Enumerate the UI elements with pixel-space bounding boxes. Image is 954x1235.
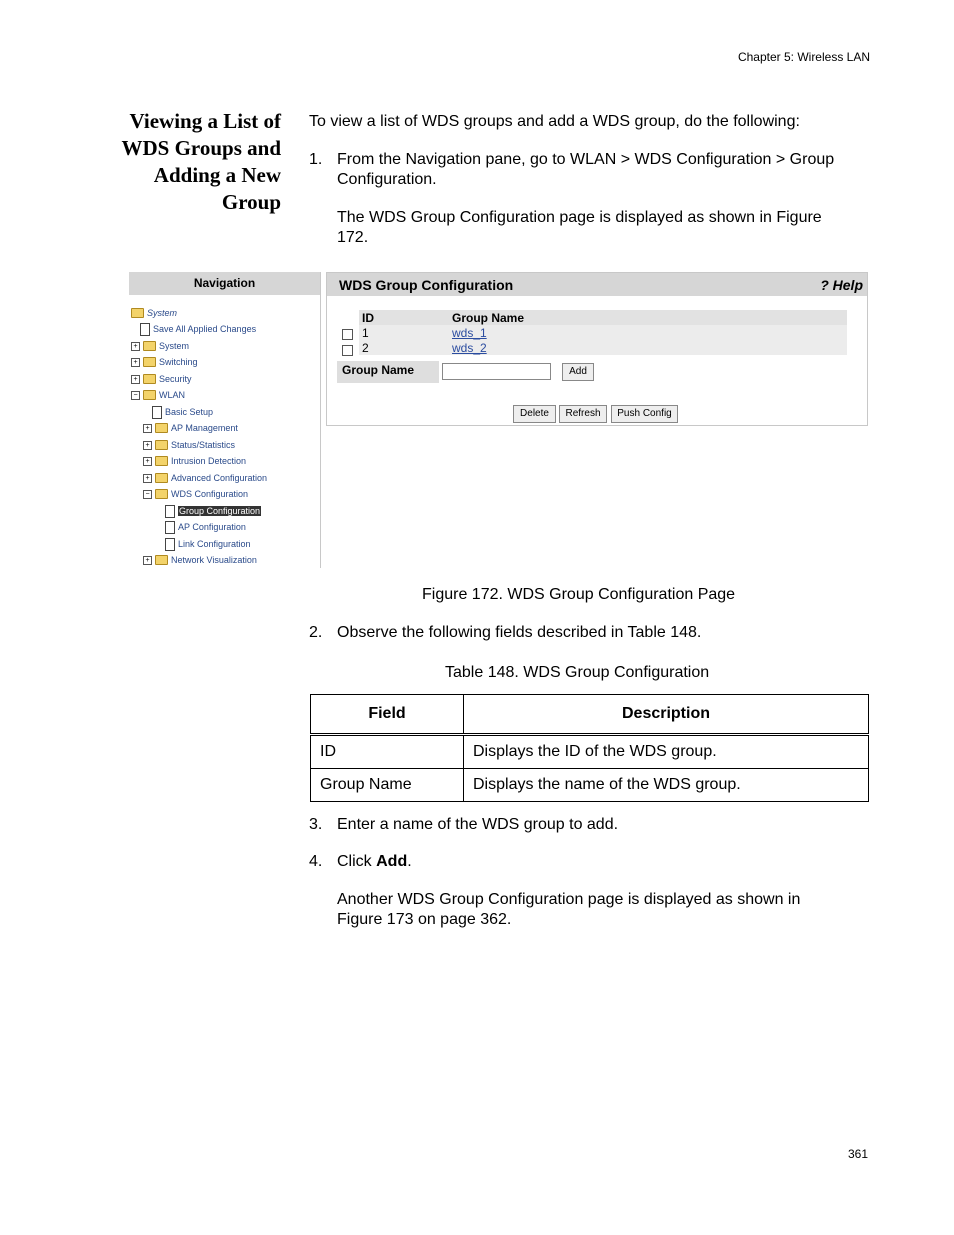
step-4 <box>309 852 412 872</box>
delete-button[interactable]: Delete <box>513 405 556 423</box>
expand-icon[interactable]: + <box>131 358 140 367</box>
step-number: 3. <box>309 816 323 833</box>
folder-open-icon <box>143 390 156 400</box>
table-cell: Displays the ID of the WDS group. <box>464 735 869 769</box>
collapse-icon[interactable]: − <box>131 391 140 400</box>
table-header: Field <box>311 695 464 735</box>
main-title: WDS Group Configuration <box>339 276 514 293</box>
section-heading-line: Viewing a List of <box>129 109 281 133</box>
section-heading-line: WDS Groups and <box>121 136 281 160</box>
page-icon <box>165 505 175 518</box>
step-1 <box>309 150 869 190</box>
tree-item-system[interactable]: + System <box>131 338 189 354</box>
tree-item-link-configuration[interactable]: Link Configuration <box>165 536 251 552</box>
column-group-name: Group Name <box>452 310 525 325</box>
folder-open-icon <box>155 489 168 499</box>
tree-item-advanced-configuration[interactable]: + Advanced Configuration <box>143 470 267 486</box>
main-header <box>327 273 867 296</box>
add-button[interactable]: Add <box>562 363 594 381</box>
push-config-button[interactable]: Push Config <box>611 405 678 423</box>
folder-icon <box>155 473 168 483</box>
tree-item-wlan[interactable]: − WLAN <box>131 387 185 403</box>
table-cell: ID <box>311 735 464 769</box>
tree-item-wds-configuration[interactable]: − WDS Configuration <box>143 486 248 502</box>
section-heading-line: Group <box>221 190 281 214</box>
tree-item-system-root[interactable]: System <box>131 305 177 321</box>
chapter-header: Chapter 5: Wireless LAN <box>737 50 870 64</box>
tree-item-status-statistics[interactable]: + Status/Statistics <box>143 437 235 453</box>
intro-text: To view a list of WDS groups and add a WDS group, do the following: <box>309 113 800 130</box>
step-3 <box>309 815 618 835</box>
tree-item-network-visualization[interactable]: + Network Visualization <box>143 552 257 568</box>
step-note: The WDS Group Configuration page is displayed as shown in Figure 172. <box>337 209 822 246</box>
tree-item-ap-management[interactable]: + AP Management <box>143 420 238 436</box>
navigation-title: Navigation <box>129 272 320 295</box>
figure-screenshot <box>129 272 867 569</box>
page-icon <box>152 406 162 419</box>
table-cell: Group Name <box>311 769 464 802</box>
page-number: 361 <box>847 1147 868 1161</box>
tree-item-save[interactable]: Save All Applied Changes <box>140 321 256 337</box>
expand-icon[interactable]: + <box>143 457 152 466</box>
step-text: Click Add. <box>337 853 412 870</box>
step-number: 4. <box>309 853 323 870</box>
expand-icon[interactable]: + <box>143 441 152 450</box>
folder-icon <box>143 357 156 367</box>
main-pane <box>326 272 868 426</box>
tree-item-basic-setup[interactable]: Basic Setup <box>152 404 213 420</box>
step-2 <box>309 623 701 643</box>
section-heading <box>100 108 281 216</box>
folder-icon <box>131 308 144 318</box>
table-row <box>311 769 869 802</box>
step-text: Enter a name of the WDS group to add. <box>337 816 619 833</box>
table-header: Description <box>464 695 869 735</box>
table-row <box>311 735 869 769</box>
field-table <box>310 694 869 802</box>
folder-icon <box>155 423 168 433</box>
group-id: 1 <box>362 325 369 340</box>
expand-icon[interactable]: + <box>131 342 140 351</box>
tree-item-ap-configuration[interactable]: AP Configuration <box>165 519 246 535</box>
group-name-input[interactable] <box>442 363 551 380</box>
expand-icon[interactable]: + <box>143 424 152 433</box>
tree-item-group-configuration[interactable]: Group Configuration <box>165 503 261 519</box>
group-row <box>359 340 847 355</box>
expand-icon[interactable]: + <box>131 375 140 384</box>
step-number: 1. <box>309 151 323 168</box>
step-number: 2. <box>309 624 323 641</box>
group-list-header <box>359 310 847 325</box>
add-keyword: Add <box>376 853 408 870</box>
expand-icon[interactable]: + <box>143 556 152 565</box>
row-checkbox[interactable] <box>342 329 353 340</box>
folder-icon <box>155 456 168 466</box>
tree-item-security[interactable]: + Security <box>131 371 192 387</box>
row-checkbox[interactable] <box>342 345 353 356</box>
group-name-link[interactable]: wds_1 <box>452 325 487 340</box>
tree-item-switching[interactable]: + Switching <box>131 354 198 370</box>
step-text: Observe the following fields described in Table 148. <box>337 624 702 641</box>
column-id: ID <box>362 310 374 325</box>
group-row <box>359 325 847 340</box>
group-name-label: Group Name <box>337 361 439 383</box>
expand-icon[interactable]: + <box>143 474 152 483</box>
table-caption: Table 148. WDS Group Configuration <box>445 664 710 681</box>
folder-icon <box>143 374 156 384</box>
refresh-button[interactable]: Refresh <box>559 405 607 423</box>
step-note: Another WDS Group Configuration page is displayed as shown in Figure 173 on page 362. <box>337 891 801 928</box>
folder-icon <box>155 555 168 565</box>
tree-item-intrusion-detection[interactable]: + Intrusion Detection <box>143 453 246 469</box>
folder-icon <box>143 341 156 351</box>
navigation-pane <box>129 272 321 568</box>
table-header-row <box>311 695 869 735</box>
collapse-icon[interactable]: − <box>143 490 152 499</box>
page-icon <box>140 323 150 336</box>
folder-icon <box>155 440 168 450</box>
group-name-link[interactable]: wds_2 <box>452 340 487 355</box>
help-link[interactable]: ? Help <box>820 276 863 293</box>
page-icon <box>165 538 175 551</box>
page-icon <box>165 521 175 534</box>
step-text: From the Navigation pane, go to WLAN > WDS Configuration > Group Configuration. <box>337 151 835 188</box>
table-cell: Displays the name of the WDS group. <box>464 769 869 802</box>
group-id: 2 <box>362 340 369 355</box>
group-list <box>359 310 847 355</box>
figure-caption: Figure 172. WDS Group Configuration Page <box>422 586 736 603</box>
section-heading-line: Adding a New <box>153 163 281 187</box>
